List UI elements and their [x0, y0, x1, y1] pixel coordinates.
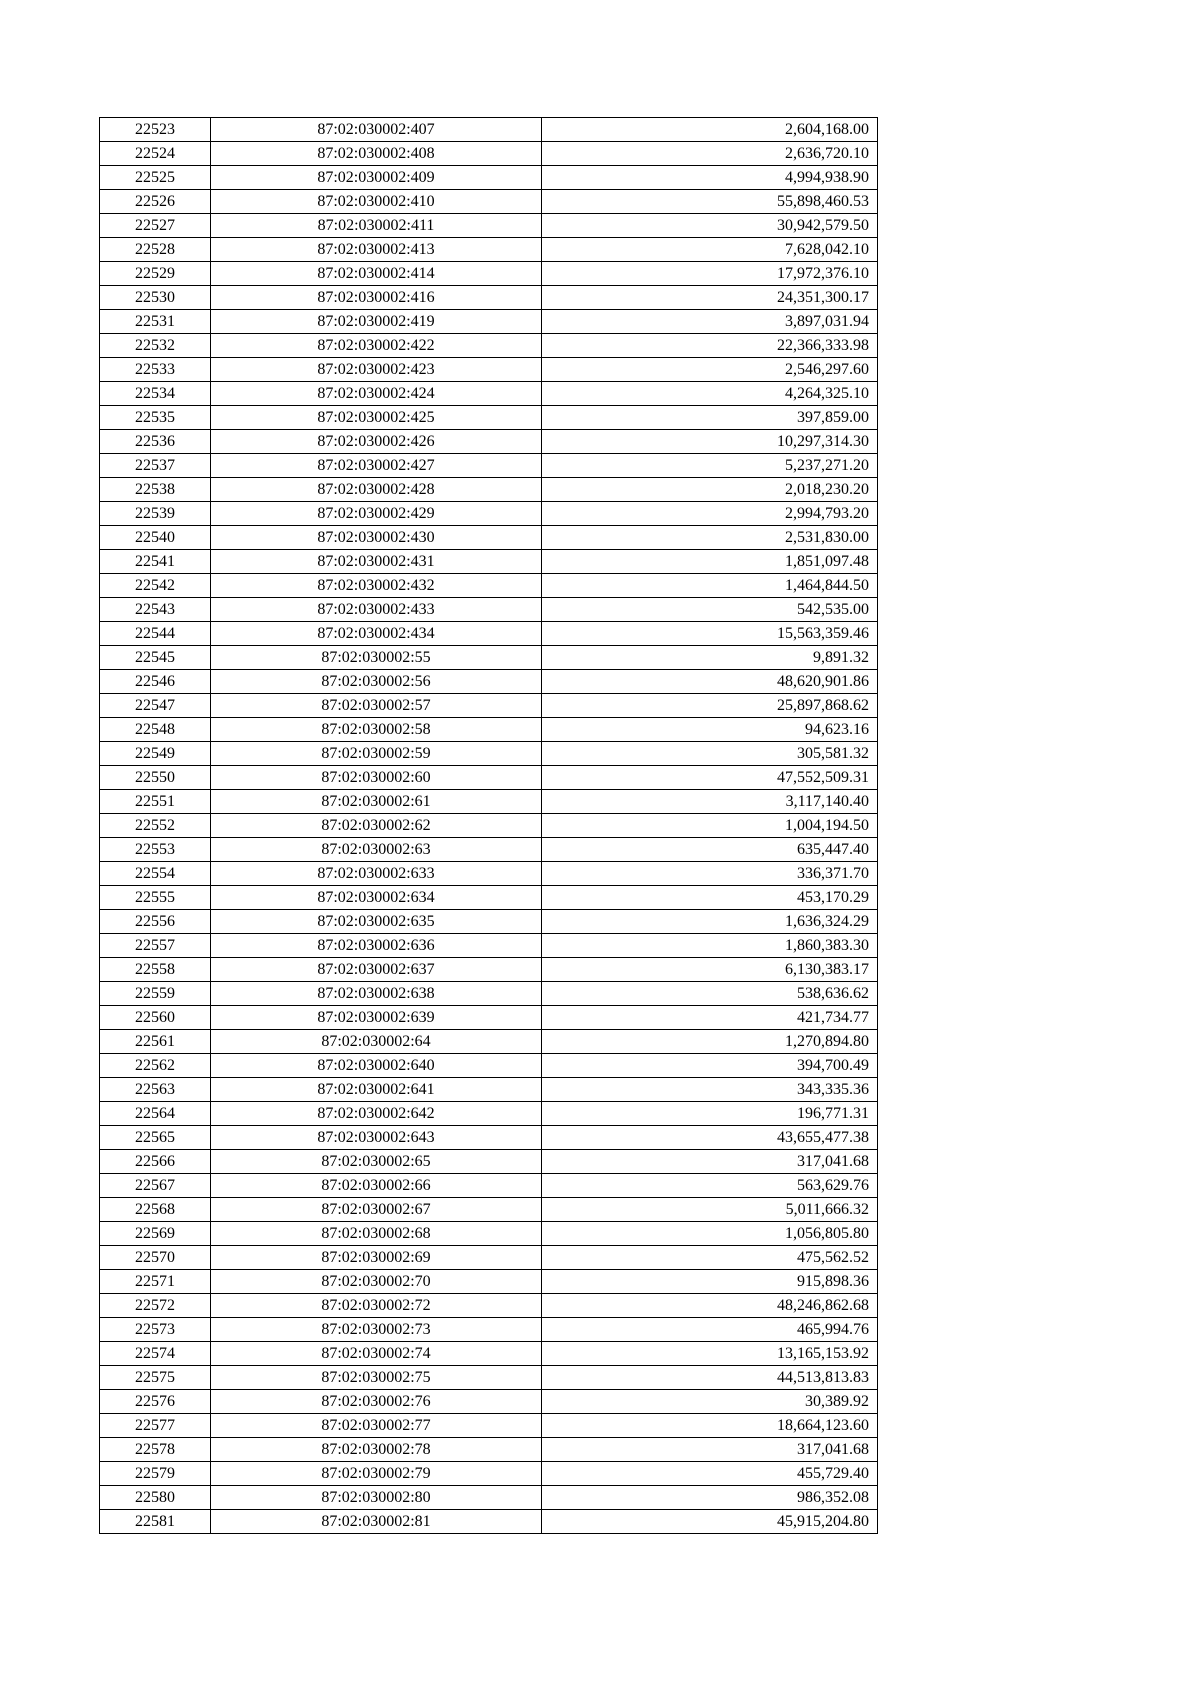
value-cell: 25,897,868.62	[542, 694, 878, 718]
value-cell: 317,041.68	[542, 1150, 878, 1174]
table-row	[100, 958, 878, 982]
cadastral-number-cell: 87:02:030002:431	[211, 550, 542, 574]
value-cell: 1,851,097.48	[542, 550, 878, 574]
value-cell: 4,264,325.10	[542, 382, 878, 406]
data-table	[99, 117, 878, 1534]
cadastral-number-cell: 87:02:030002:641	[211, 1078, 542, 1102]
cadastral-number-cell: 87:02:030002:422	[211, 334, 542, 358]
cadastral-number-cell: 87:02:030002:426	[211, 430, 542, 454]
row-number-cell: 22531	[100, 310, 211, 334]
cadastral-number-cell: 87:02:030002:65	[211, 1150, 542, 1174]
table-row	[100, 1390, 878, 1414]
value-cell: 397,859.00	[542, 406, 878, 430]
row-number-cell: 22547	[100, 694, 211, 718]
row-number-cell: 22556	[100, 910, 211, 934]
table-row	[100, 1006, 878, 1030]
row-number-cell: 22569	[100, 1222, 211, 1246]
table-row	[100, 1318, 878, 1342]
table-row	[100, 334, 878, 358]
cadastral-number-cell: 87:02:030002:634	[211, 886, 542, 910]
table-row	[100, 982, 878, 1006]
row-number-cell: 22560	[100, 1006, 211, 1030]
cadastral-number-cell: 87:02:030002:68	[211, 1222, 542, 1246]
cadastral-number-cell: 87:02:030002:55	[211, 646, 542, 670]
cadastral-number-cell: 87:02:030002:58	[211, 718, 542, 742]
table-row	[100, 190, 878, 214]
cadastral-number-cell: 87:02:030002:79	[211, 1462, 542, 1486]
value-cell: 48,246,862.68	[542, 1294, 878, 1318]
table-row	[100, 238, 878, 262]
value-cell: 2,546,297.60	[542, 358, 878, 382]
table-row	[100, 478, 878, 502]
row-number-cell: 22579	[100, 1462, 211, 1486]
cadastral-number-cell: 87:02:030002:408	[211, 142, 542, 166]
row-number-cell: 22552	[100, 814, 211, 838]
table-row	[100, 1246, 878, 1270]
cadastral-number-cell: 87:02:030002:423	[211, 358, 542, 382]
row-number-cell: 22568	[100, 1198, 211, 1222]
cadastral-number-cell: 87:02:030002:75	[211, 1366, 542, 1390]
row-number-cell: 22559	[100, 982, 211, 1006]
cadastral-number-cell: 87:02:030002:76	[211, 1390, 542, 1414]
cadastral-number-cell: 87:02:030002:72	[211, 1294, 542, 1318]
row-number-cell: 22557	[100, 934, 211, 958]
table-row	[100, 142, 878, 166]
cadastral-number-cell: 87:02:030002:643	[211, 1126, 542, 1150]
cadastral-number-cell: 87:02:030002:67	[211, 1198, 542, 1222]
cadastral-number-cell: 87:02:030002:425	[211, 406, 542, 430]
cadastral-number-cell: 87:02:030002:432	[211, 574, 542, 598]
row-number-cell: 22580	[100, 1486, 211, 1510]
row-number-cell: 22575	[100, 1366, 211, 1390]
cadastral-number-cell: 87:02:030002:57	[211, 694, 542, 718]
row-number-cell: 22537	[100, 454, 211, 478]
table-row	[100, 766, 878, 790]
value-cell: 915,898.36	[542, 1270, 878, 1294]
table-row	[100, 1030, 878, 1054]
cadastral-number-cell: 87:02:030002:62	[211, 814, 542, 838]
cadastral-number-cell: 87:02:030002:73	[211, 1318, 542, 1342]
cadastral-number-cell: 87:02:030002:429	[211, 502, 542, 526]
table-row	[100, 262, 878, 286]
row-number-cell: 22572	[100, 1294, 211, 1318]
cadastral-number-cell: 87:02:030002:410	[211, 190, 542, 214]
row-number-cell: 22546	[100, 670, 211, 694]
cadastral-number-cell: 87:02:030002:60	[211, 766, 542, 790]
cadastral-number-cell: 87:02:030002:59	[211, 742, 542, 766]
row-number-cell: 22529	[100, 262, 211, 286]
cadastral-number-cell: 87:02:030002:433	[211, 598, 542, 622]
row-number-cell: 22539	[100, 502, 211, 526]
cadastral-number-cell: 87:02:030002:56	[211, 670, 542, 694]
value-cell: 538,636.62	[542, 982, 878, 1006]
table-row	[100, 622, 878, 646]
table-row	[100, 166, 878, 190]
cadastral-number-cell: 87:02:030002:419	[211, 310, 542, 334]
value-cell: 1,004,194.50	[542, 814, 878, 838]
value-cell: 453,170.29	[542, 886, 878, 910]
row-number-cell: 22527	[100, 214, 211, 238]
table-row	[100, 454, 878, 478]
row-number-cell: 22561	[100, 1030, 211, 1054]
value-cell: 3,897,031.94	[542, 310, 878, 334]
value-cell: 5,237,271.20	[542, 454, 878, 478]
table-row	[100, 310, 878, 334]
row-number-cell: 22564	[100, 1102, 211, 1126]
table-row	[100, 1294, 878, 1318]
cadastral-number-cell: 87:02:030002:81	[211, 1510, 542, 1534]
cadastral-number-cell: 87:02:030002:77	[211, 1414, 542, 1438]
value-cell: 22,366,333.98	[542, 334, 878, 358]
cadastral-number-cell: 87:02:030002:80	[211, 1486, 542, 1510]
value-cell: 45,915,204.80	[542, 1510, 878, 1534]
value-cell: 17,972,376.10	[542, 262, 878, 286]
value-cell: 13,165,153.92	[542, 1342, 878, 1366]
table-row	[100, 1486, 878, 1510]
row-number-cell: 22581	[100, 1510, 211, 1534]
row-number-cell: 22562	[100, 1054, 211, 1078]
row-number-cell: 22526	[100, 190, 211, 214]
table-row	[100, 1198, 878, 1222]
row-number-cell: 22530	[100, 286, 211, 310]
cadastral-number-cell: 87:02:030002:66	[211, 1174, 542, 1198]
row-number-cell: 22565	[100, 1126, 211, 1150]
cadastral-number-cell: 87:02:030002:411	[211, 214, 542, 238]
row-number-cell: 22555	[100, 886, 211, 910]
value-cell: 30,942,579.50	[542, 214, 878, 238]
value-cell: 1,860,383.30	[542, 934, 878, 958]
row-number-cell: 22571	[100, 1270, 211, 1294]
cadastral-number-cell: 87:02:030002:61	[211, 790, 542, 814]
cadastral-number-cell: 87:02:030002:416	[211, 286, 542, 310]
row-number-cell: 22578	[100, 1438, 211, 1462]
row-number-cell: 22523	[100, 118, 211, 142]
value-cell: 43,655,477.38	[542, 1126, 878, 1150]
value-cell: 3,117,140.40	[542, 790, 878, 814]
value-cell: 47,552,509.31	[542, 766, 878, 790]
table-row	[100, 1054, 878, 1078]
table-row	[100, 574, 878, 598]
value-cell: 635,447.40	[542, 838, 878, 862]
table-row	[100, 670, 878, 694]
value-cell: 563,629.76	[542, 1174, 878, 1198]
cadastral-number-cell: 87:02:030002:69	[211, 1246, 542, 1270]
row-number-cell: 22540	[100, 526, 211, 550]
value-cell: 343,335.36	[542, 1078, 878, 1102]
row-number-cell: 22573	[100, 1318, 211, 1342]
value-cell: 317,041.68	[542, 1438, 878, 1462]
cadastral-number-cell: 87:02:030002:407	[211, 118, 542, 142]
row-number-cell: 22576	[100, 1390, 211, 1414]
value-cell: 2,636,720.10	[542, 142, 878, 166]
row-number-cell: 22533	[100, 358, 211, 382]
value-cell: 475,562.52	[542, 1246, 878, 1270]
table-row	[100, 1414, 878, 1438]
value-cell: 15,563,359.46	[542, 622, 878, 646]
table-row	[100, 694, 878, 718]
value-cell: 24,351,300.17	[542, 286, 878, 310]
value-cell: 1,270,894.80	[542, 1030, 878, 1054]
table-row	[100, 214, 878, 238]
row-number-cell: 22577	[100, 1414, 211, 1438]
table-row	[100, 550, 878, 574]
row-number-cell: 22538	[100, 478, 211, 502]
row-number-cell: 22553	[100, 838, 211, 862]
table-row	[100, 1270, 878, 1294]
table-row	[100, 1102, 878, 1126]
value-cell: 2,994,793.20	[542, 502, 878, 526]
cadastral-number-cell: 87:02:030002:639	[211, 1006, 542, 1030]
table-row	[100, 502, 878, 526]
cadastral-number-cell: 87:02:030002:70	[211, 1270, 542, 1294]
cadastral-number-cell: 87:02:030002:413	[211, 238, 542, 262]
table-row	[100, 1150, 878, 1174]
table-row	[100, 646, 878, 670]
cadastral-number-cell: 87:02:030002:633	[211, 862, 542, 886]
table-row	[100, 406, 878, 430]
cadastral-number-cell: 87:02:030002:74	[211, 1342, 542, 1366]
table-row	[100, 862, 878, 886]
table-row	[100, 718, 878, 742]
table-row	[100, 934, 878, 958]
cadastral-number-cell: 87:02:030002:427	[211, 454, 542, 478]
row-number-cell: 22566	[100, 1150, 211, 1174]
value-cell: 7,628,042.10	[542, 238, 878, 262]
table-row	[100, 790, 878, 814]
cadastral-number-cell: 87:02:030002:640	[211, 1054, 542, 1078]
cadastral-number-cell: 87:02:030002:414	[211, 262, 542, 286]
row-number-cell: 22563	[100, 1078, 211, 1102]
value-cell: 986,352.08	[542, 1486, 878, 1510]
table-row	[100, 742, 878, 766]
row-number-cell: 22551	[100, 790, 211, 814]
row-number-cell: 22541	[100, 550, 211, 574]
cadastral-number-cell: 87:02:030002:434	[211, 622, 542, 646]
cadastral-number-cell: 87:02:030002:78	[211, 1438, 542, 1462]
row-number-cell: 22550	[100, 766, 211, 790]
row-number-cell: 22524	[100, 142, 211, 166]
table-row	[100, 1078, 878, 1102]
row-number-cell: 22528	[100, 238, 211, 262]
row-number-cell: 22532	[100, 334, 211, 358]
row-number-cell: 22548	[100, 718, 211, 742]
value-cell: 1,056,805.80	[542, 1222, 878, 1246]
value-cell: 542,535.00	[542, 598, 878, 622]
value-cell: 1,464,844.50	[542, 574, 878, 598]
row-number-cell: 22525	[100, 166, 211, 190]
table-row	[100, 910, 878, 934]
cadastral-number-cell: 87:02:030002:424	[211, 382, 542, 406]
table-row	[100, 358, 878, 382]
value-cell: 1,636,324.29	[542, 910, 878, 934]
table-body	[100, 118, 878, 1534]
row-number-cell: 22544	[100, 622, 211, 646]
table-row	[100, 1510, 878, 1534]
value-cell: 94,623.16	[542, 718, 878, 742]
row-number-cell: 22570	[100, 1246, 211, 1270]
table-row	[100, 118, 878, 142]
cadastral-number-cell: 87:02:030002:642	[211, 1102, 542, 1126]
table-row	[100, 1342, 878, 1366]
value-cell: 2,531,830.00	[542, 526, 878, 550]
value-cell: 48,620,901.86	[542, 670, 878, 694]
cadastral-number-cell: 87:02:030002:409	[211, 166, 542, 190]
table-row	[100, 1222, 878, 1246]
value-cell: 9,891.32	[542, 646, 878, 670]
value-cell: 421,734.77	[542, 1006, 878, 1030]
table-row	[100, 1438, 878, 1462]
table-row	[100, 526, 878, 550]
value-cell: 44,513,813.83	[542, 1366, 878, 1390]
value-cell: 55,898,460.53	[542, 190, 878, 214]
table-row	[100, 430, 878, 454]
value-cell: 6,130,383.17	[542, 958, 878, 982]
table-row	[100, 598, 878, 622]
table-row	[100, 1366, 878, 1390]
value-cell: 336,371.70	[542, 862, 878, 886]
row-number-cell: 22534	[100, 382, 211, 406]
value-cell: 196,771.31	[542, 1102, 878, 1126]
table-row	[100, 814, 878, 838]
row-number-cell: 22536	[100, 430, 211, 454]
row-number-cell: 22543	[100, 598, 211, 622]
row-number-cell: 22545	[100, 646, 211, 670]
value-cell: 30,389.92	[542, 1390, 878, 1414]
row-number-cell: 22574	[100, 1342, 211, 1366]
table-row	[100, 1174, 878, 1198]
value-cell: 305,581.32	[542, 742, 878, 766]
table-row	[100, 1126, 878, 1150]
value-cell: 2,604,168.00	[542, 118, 878, 142]
value-cell: 10,297,314.30	[542, 430, 878, 454]
table-row	[100, 886, 878, 910]
cadastral-number-cell: 87:02:030002:638	[211, 982, 542, 1006]
row-number-cell: 22554	[100, 862, 211, 886]
cadastral-number-cell: 87:02:030002:428	[211, 478, 542, 502]
value-cell: 394,700.49	[542, 1054, 878, 1078]
row-number-cell: 22549	[100, 742, 211, 766]
value-cell: 465,994.76	[542, 1318, 878, 1342]
row-number-cell: 22567	[100, 1174, 211, 1198]
cadastral-number-cell: 87:02:030002:636	[211, 934, 542, 958]
cadastral-number-cell: 87:02:030002:64	[211, 1030, 542, 1054]
value-cell: 455,729.40	[542, 1462, 878, 1486]
cadastral-number-cell: 87:02:030002:430	[211, 526, 542, 550]
cadastral-number-cell: 87:02:030002:635	[211, 910, 542, 934]
value-cell: 2,018,230.20	[542, 478, 878, 502]
cadastral-number-cell: 87:02:030002:63	[211, 838, 542, 862]
row-number-cell: 22558	[100, 958, 211, 982]
table-row	[100, 382, 878, 406]
cadastral-number-cell: 87:02:030002:637	[211, 958, 542, 982]
value-cell: 18,664,123.60	[542, 1414, 878, 1438]
table-row	[100, 286, 878, 310]
row-number-cell: 22542	[100, 574, 211, 598]
value-cell: 4,994,938.90	[542, 166, 878, 190]
table-row	[100, 838, 878, 862]
table-row	[100, 1462, 878, 1486]
value-cell: 5,011,666.32	[542, 1198, 878, 1222]
row-number-cell: 22535	[100, 406, 211, 430]
